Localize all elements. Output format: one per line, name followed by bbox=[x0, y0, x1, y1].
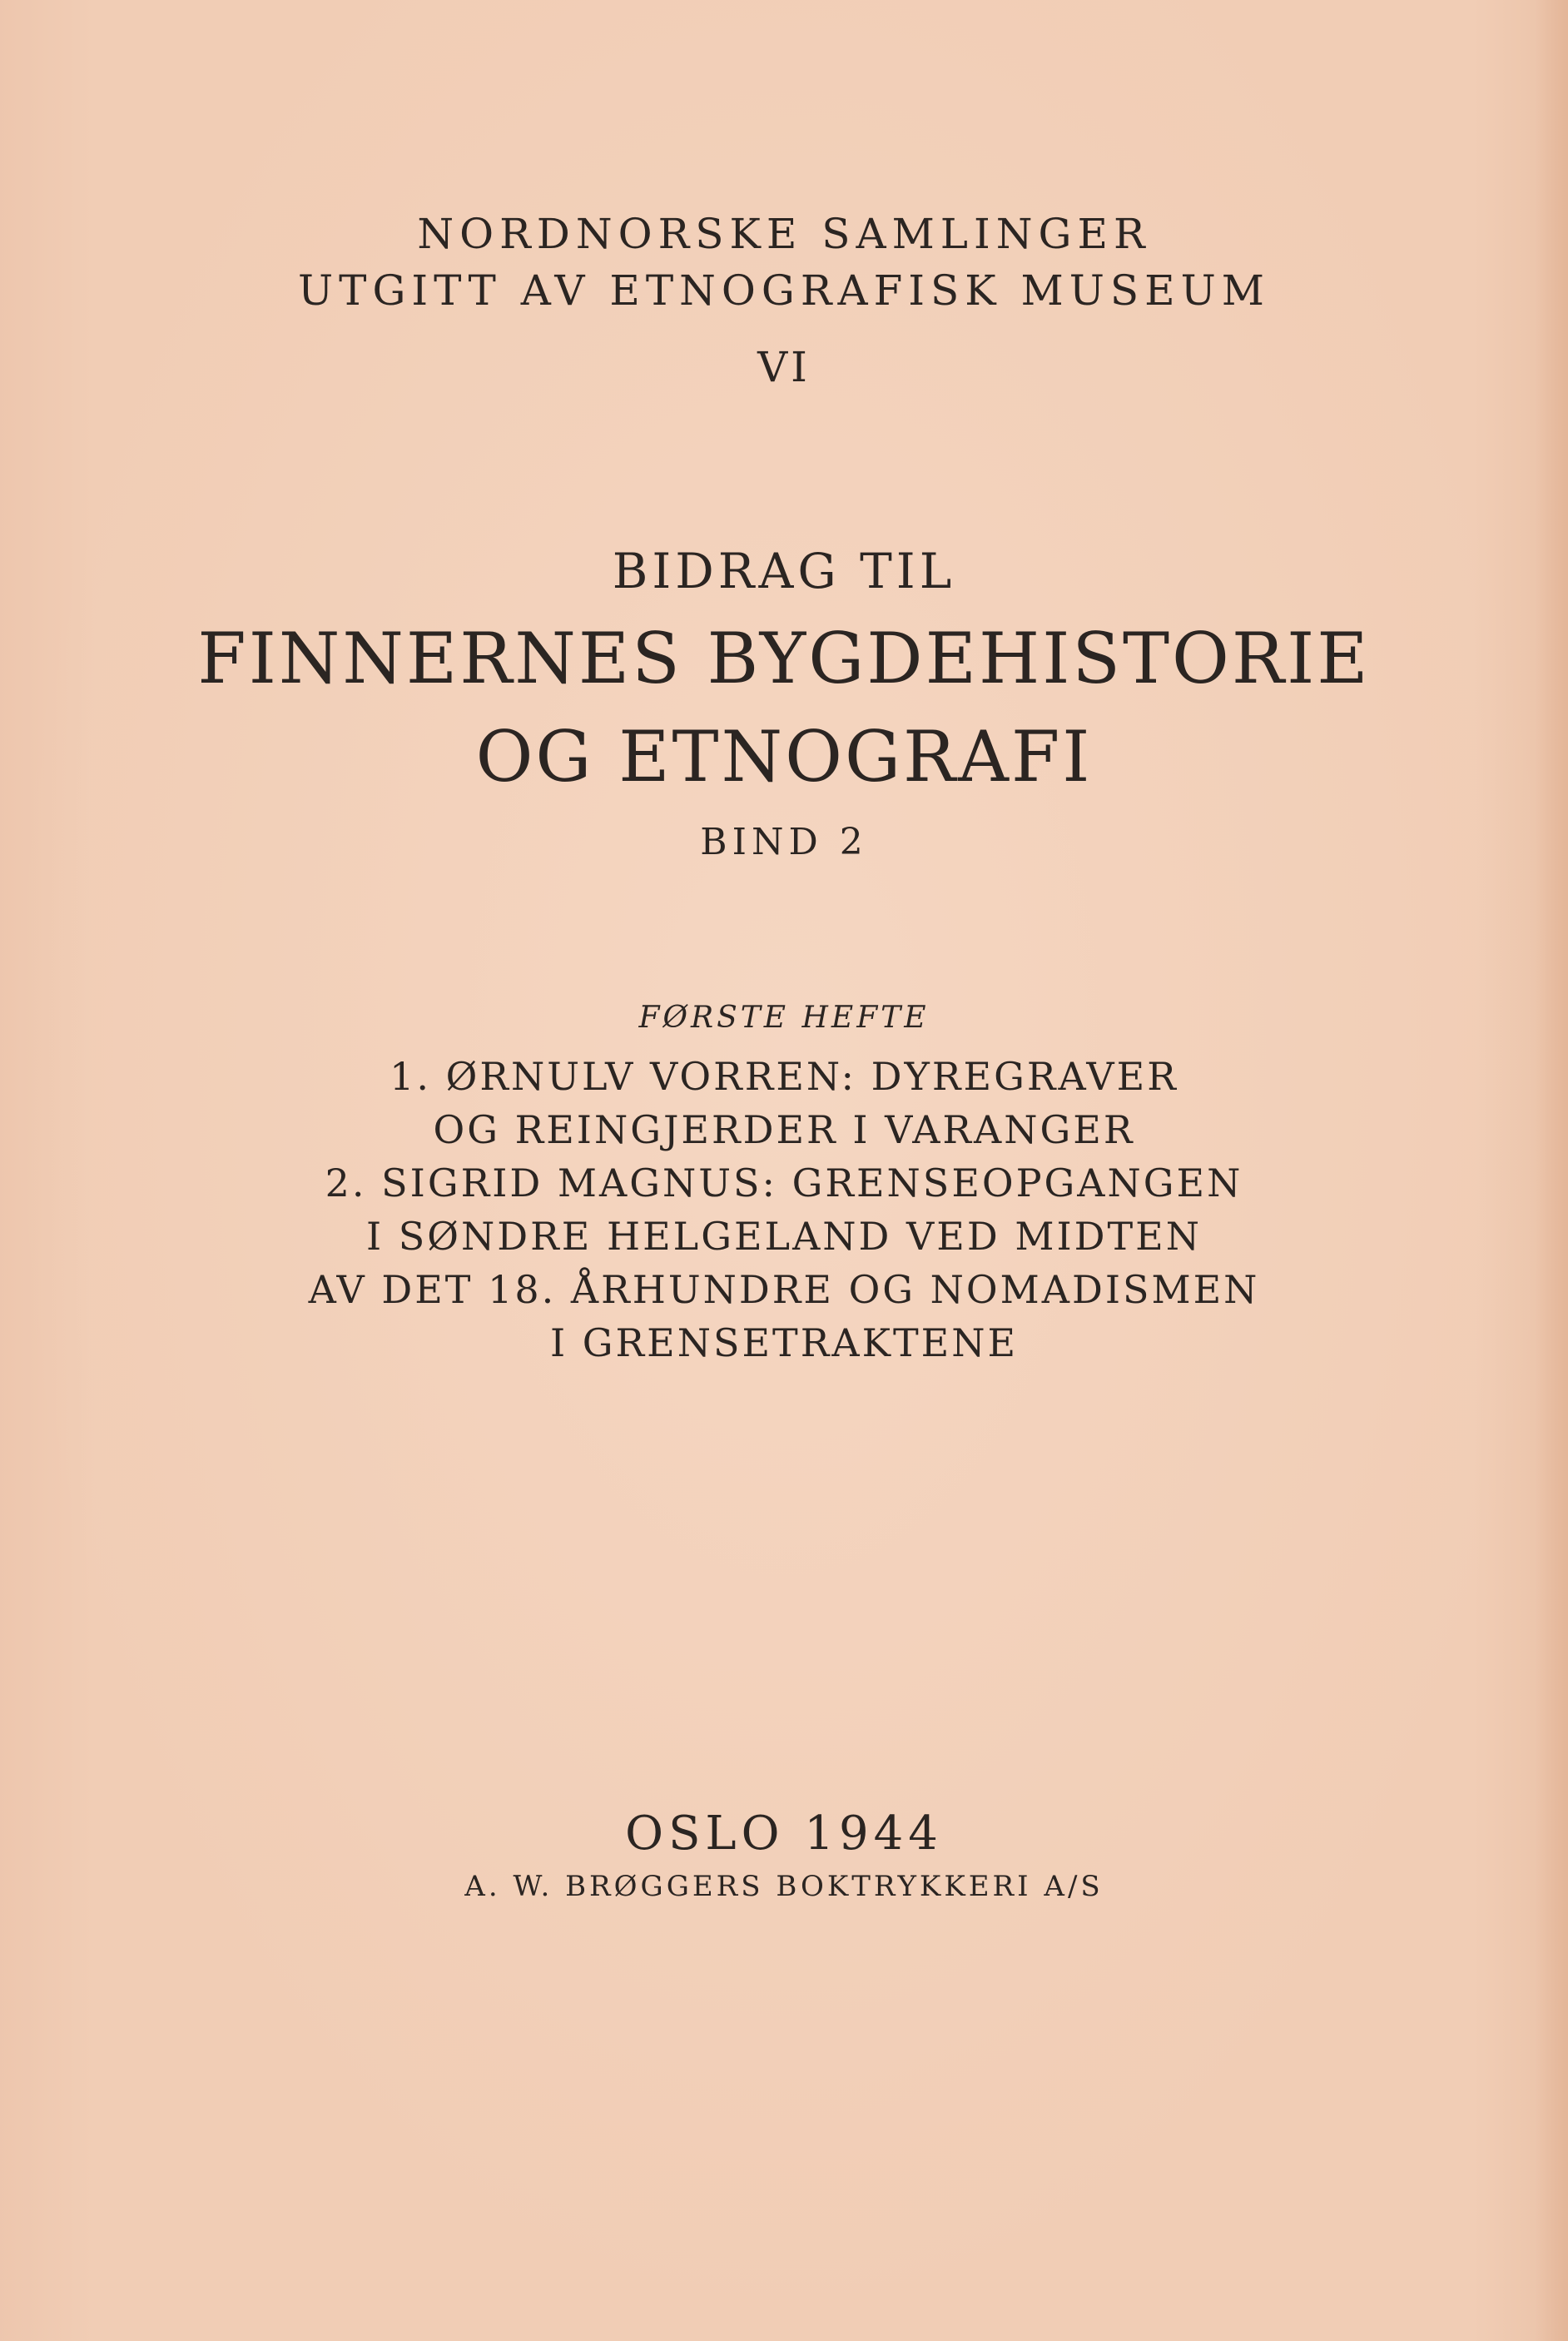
main-title-line-2: OG ETNOGRAFI bbox=[475, 716, 1093, 798]
imprint-place-year: OSLO 1944 bbox=[625, 1807, 943, 1861]
contents-line: 1. ØRNULV VORREN: DYREGRAVER bbox=[390, 1054, 1178, 1099]
series-title: NORDNORSKE SAMLINGER bbox=[417, 210, 1151, 258]
series-volume: VI bbox=[757, 343, 811, 391]
contents-line: AV DET 18. ÅRHUNDRE OG NOMADISMEN bbox=[308, 1267, 1260, 1312]
contents-heading: FØRSTE HEFTE bbox=[638, 1001, 930, 1035]
contents-line: I SØNDRE HELGELAND VED MIDTEN bbox=[365, 1214, 1203, 1259]
contents-line: 2. SIGRID MAGNUS: GRENSEOPGANGEN bbox=[325, 1161, 1243, 1205]
imprint-printer: A. W. BRØGGERS BOKTRYKKERI A/S bbox=[464, 1870, 1104, 1903]
contents-line: OG REINGJERDER I VARANGER bbox=[433, 1107, 1135, 1152]
title-intro: BIDRAG TIL bbox=[612, 543, 956, 599]
contents-line: I GRENSETRAKTENE bbox=[549, 1320, 1019, 1365]
bind-number: BIND 2 bbox=[700, 821, 868, 863]
series-publisher: UTGITT AV ETNOGRAFISK MUSEUM bbox=[298, 266, 1270, 315]
main-title-line-1: FINNERNES BYGDEHISTORIE bbox=[197, 618, 1371, 699]
